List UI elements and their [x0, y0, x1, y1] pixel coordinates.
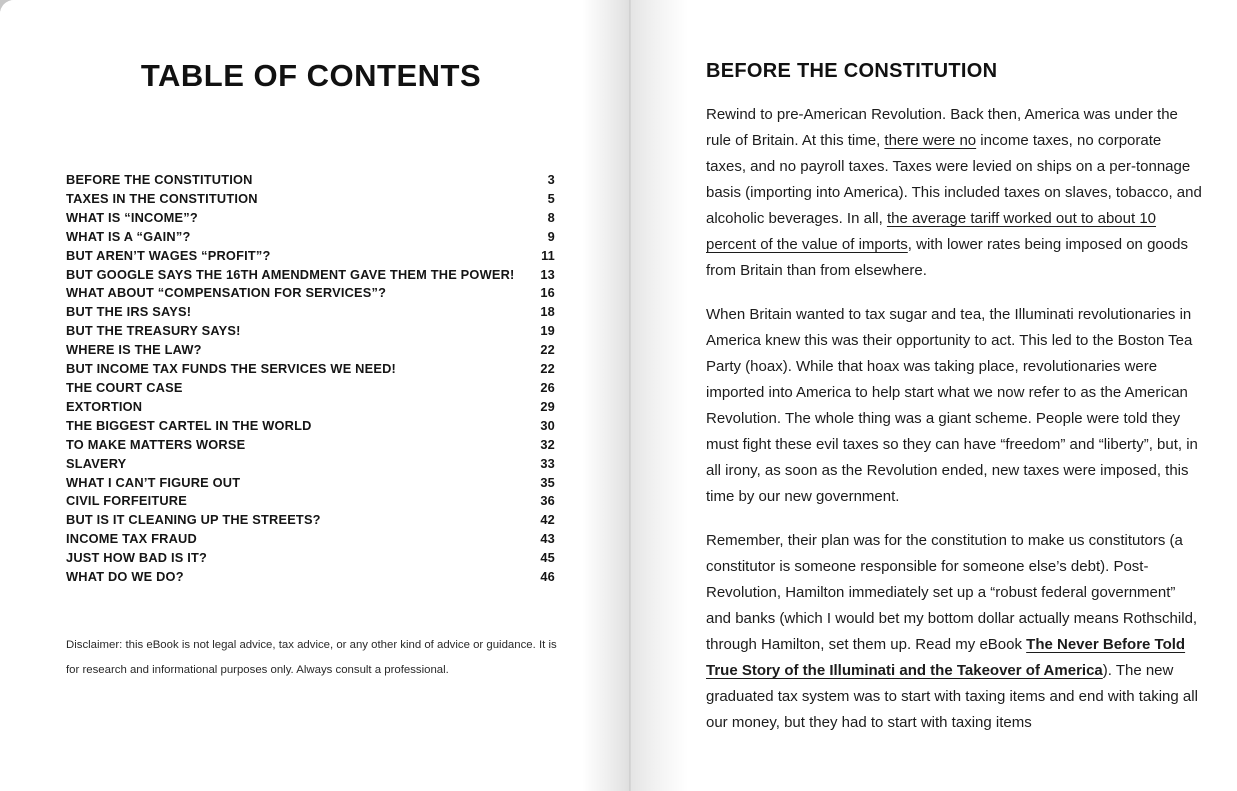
toc-entry [66, 341, 555, 360]
chapter-paragraph [706, 528, 1203, 736]
toc-entry [66, 209, 555, 228]
toc-entry-page-number: 36 [540, 493, 555, 509]
text-run: When Britain wanted to tax sugar and tea, the Illuminati revolutionaries in America knew this was their opportunity to act. This led to the Boston Tea Party (hoax). While that hoax was taking place, revolutionaries were imported into America to help start what we now refer to as the American Revolution. The whole thing was a giant scheme. People were told they must fight these evil taxes so they can have “freedom” and “liberty”, but, in all irony, as soon as the Revolution ended, new taxes were imposed, this time by our new government. [706, 306, 1198, 505]
page-chapter [630, 0, 1237, 791]
toc-title: TABLE OF CONTENTS [140, 58, 482, 93]
toc-entry-page-number: 33 [540, 455, 555, 471]
toc-entry-label: WHERE IS THE LAW? [66, 342, 202, 358]
toc-entry-page-number: 9 [547, 228, 555, 244]
toc-entry-label: BUT THE TREASURY SAYS! [66, 323, 241, 339]
toc-entry [66, 303, 555, 322]
toc-entry-page-number: 26 [540, 379, 555, 395]
text-run: , with lower rates being imposed on goods from Britain than from elsewhere. [706, 236, 1188, 279]
toc-entry [66, 492, 555, 511]
toc-entry-label: BUT GOOGLE SAYS THE 16TH AMENDMENT GAVE THEM THE POWER! [66, 266, 515, 282]
toc-entry-page-number: 11 [541, 247, 555, 263]
toc-entry-label: INCOME TAX FRAUD [66, 531, 197, 547]
text-run: Remember, their plan was for the constitution to make us constitutors (a constitutor is someone responsible for someone else’s debt). Post-Revolution, Hamilton immediately set up a “robust federal government” and banks (which I would bet my bottom dollar actually means Rothschild, through Hamilton, set them up. Read my eBook [706, 532, 1198, 653]
toc-entry-label: BUT IS IT CLEANING UP THE STREETS? [66, 512, 321, 528]
toc-entry [66, 398, 555, 417]
text-run: Rewind to pre-American Revolution. Back then, America was under the rule of Britain. At this time, [706, 106, 1178, 149]
toc-entry-page-number: 5 [547, 190, 555, 206]
toc-entry [66, 322, 555, 341]
toc-list [66, 171, 555, 587]
toc-entry-label: EXTORTION [66, 398, 143, 414]
page-spine-shadow [582, 0, 630, 791]
toc-entry-page-number: 29 [540, 398, 555, 414]
toc-entry-label: WHAT DO WE DO? [66, 569, 184, 585]
toc-entry-label: BUT AREN’T WAGES “PROFIT”? [66, 247, 271, 263]
toc-entry [66, 417, 555, 436]
toc-entry-page-number: 30 [540, 417, 555, 433]
toc-entry-label: JUST HOW BAD IS IT? [66, 550, 208, 566]
toc-entry-page-number: 3 [547, 172, 555, 187]
ebook-title-reference: The Never Before Told True Story of the Illuminati and the Takeover of America [706, 636, 1186, 679]
chapter-paragraph [706, 102, 1203, 284]
toc-entry-page-number: 45 [540, 550, 555, 566]
toc-entry-label: BEFORE THE CONSTITUTION [66, 172, 253, 187]
toc-entry [66, 511, 555, 530]
toc-entry [66, 284, 555, 303]
underlined-phrase: there were no [884, 132, 977, 149]
chapter-paragraph [706, 302, 1203, 510]
toc-entry [66, 247, 555, 266]
toc-entry [66, 455, 555, 474]
toc-entry [66, 171, 555, 190]
toc-entry [66, 379, 555, 398]
toc-entry [66, 228, 555, 247]
toc-entry-label: TAXES IN THE CONSTITUTION [66, 190, 258, 206]
toc-entry-label: THE COURT CASE [66, 379, 183, 395]
toc-entry-label: BUT THE IRS SAYS! [66, 304, 192, 320]
text-run: income taxes, no corporate taxes, and no payroll taxes. Taxes were levied on ships on a per-tonnage basis (importing into America). This included taxes on slaves, tobacco, and alcoholic beverages. In all, [706, 132, 1202, 227]
toc-entry-page-number: 19 [540, 323, 555, 339]
toc-entry [66, 568, 555, 587]
toc-entry-label: BUT INCOME TAX FUNDS THE SERVICES WE NEED! [66, 361, 397, 377]
toc-entry-page-number: 35 [540, 474, 555, 490]
toc-entry [66, 436, 555, 455]
toc-entry [66, 190, 555, 209]
toc-entry-label: WHAT IS A “GAIN”? [66, 228, 191, 244]
toc-entry-page-number: 46 [540, 569, 555, 585]
toc-entry-label: WHAT I CAN’T FIGURE OUT [66, 474, 241, 490]
toc-entry [66, 530, 555, 549]
toc-entry-page-number: 8 [547, 209, 555, 225]
toc-entry-page-number: 13 [540, 266, 555, 282]
toc-entry-label: TO MAKE MATTERS WORSE [66, 436, 246, 452]
toc-entry-label: SLAVERY [66, 455, 127, 471]
toc-entry-page-number: 22 [540, 342, 555, 358]
toc-entry [66, 549, 555, 568]
toc-entry-page-number: 22 [540, 361, 555, 377]
chapter-body [706, 102, 1203, 754]
text-run: ). The new graduated tax system was to start with taxing items and end with taking all our money, but they had to start with taxing items [706, 662, 1198, 731]
toc-entry [66, 360, 555, 379]
toc-entry-page-number: 16 [540, 285, 555, 301]
toc-entry-page-number: 18 [540, 304, 555, 320]
toc-entry [66, 266, 555, 285]
toc-entry-page-number: 42 [540, 512, 555, 528]
toc-entry-label: CIVIL FORFEITURE [66, 493, 187, 509]
chapter-heading: BEFORE THE CONSTITUTION [706, 60, 998, 82]
toc-entry-page-number: 43 [540, 531, 555, 547]
toc-entry-page-number: 32 [540, 436, 555, 452]
toc-entry-label: THE BIGGEST CARTEL IN THE WORLD [66, 417, 312, 433]
toc-entry [66, 474, 555, 493]
toc-entry-label: WHAT ABOUT “COMPENSATION FOR SERVICES”? [66, 285, 387, 301]
toc-entry-label: WHAT IS “INCOME”? [66, 209, 198, 225]
page-spine-shadow [630, 0, 688, 791]
underlined-phrase: the average tariff worked out to about 10 percent of the value of imports [706, 210, 1157, 253]
disclaimer: Disclaimer: this eBook is not legal advice, tax advice, or any other kind of advice or guidance. It is for research and informational purposes only. Always consult a professional. [66, 639, 557, 676]
